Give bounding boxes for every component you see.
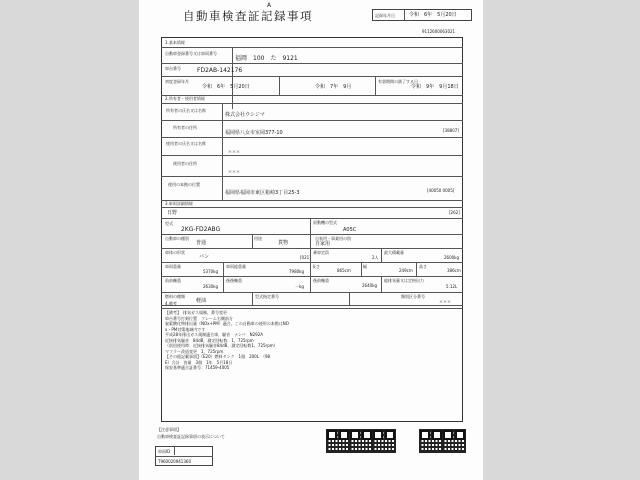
weight-label: 車両重量 [165,264,181,269]
gross-label: 車両総重量 [226,264,246,269]
maker-value: 日野 [167,210,178,216]
front-axle-label: 前前軸重 [165,278,181,283]
owner-addr-code: [38807] [443,128,459,133]
owner-name-value: 株式会社ウシジマ [225,112,265,118]
qr-code-1 [326,429,350,453]
first-reg-month: 令和 7年 9月 [315,84,352,90]
vehicle-id-value: T960020941360 [158,459,191,464]
print-date-label: 記録年月日 [375,13,395,18]
engine-label: 原動機の型式 [313,220,337,225]
mid-axle-value: 2640kg [362,283,378,288]
type-label: 自動車の種別 [165,236,189,241]
user-addr-label: 使用者の住所 [173,161,197,166]
designation-label: 型式指定番号 [255,294,279,299]
body-code: [021] [300,255,311,260]
use-label: 用途 [254,236,262,241]
notes-list [165,311,461,372]
section-basic-title: 1.基本情報 [165,40,185,45]
length-label: 長さ [312,264,320,269]
section-vehicle-title: 3.車両詳細情報 [165,201,193,206]
capacity-label: 乗車定員 [313,250,329,255]
gross-value: 7980kg [289,269,305,274]
document-title: 自動車検査証記録事項 [183,9,313,23]
section-owner-title: 2.所有者・使用者情報 [165,96,205,101]
owner-addr-value: 福岡県八女市室岡377-10 [225,130,283,136]
rear-axle-label: 後後軸重 [226,278,242,283]
note-line: マフラー改造変更 1，725rpm [165,348,224,354]
length-value: 865cm [337,268,351,273]
note-line: 近接排気騒音 84dB，測定回転数 1，725rpm [165,337,254,343]
category-label: 類別区分番号 [401,294,425,299]
header-mark: A [267,2,272,9]
qr-code-4 [419,429,443,453]
qr-code-2 [349,429,373,453]
note-line: E）合計 容量 3個 1年 5月18日 [165,359,233,365]
height-value: 386cm [447,268,461,273]
capacity-value: 2人 [372,255,379,260]
user-name-value: ＊＊＊ [228,149,240,154]
note-line: 【備考】 排気ガス規制、番号変更 [165,310,227,315]
vehicle-id-box [155,446,213,466]
vin-label: 車台番号 [165,66,181,71]
rear-axle-value: －kg [295,284,304,289]
note-line: 平成28年排出ガス規制適合車，騒音 ナンバ N292A [165,332,263,337]
owner-addr-label: 所有者の住所 [173,125,197,130]
section-notes-title: 4.備考 [165,301,177,306]
note-line: x・PM対策地域内です [165,326,206,332]
max-load-value: 2600kg [444,255,460,260]
category-value: ＊＊＊ [439,299,451,304]
height-label: 高さ [419,264,427,269]
private-label: 自家用・事業用の別 [315,236,351,241]
owner-name-label: 所有者の氏名又は名称 [166,108,206,113]
footer-note-title: 【注意事項】 [157,427,181,432]
reg-value: 福岡 100 た 9121 [235,55,298,62]
fuel-label: 燃料の種類 [165,294,185,299]
print-date-box [372,9,472,21]
type-value: 普通 [196,240,207,246]
user-addr-value: ＊＊＊ [228,169,240,174]
weight-value: 5370kg [203,269,219,274]
reg-label: 自動車登録番号又は車両番号 [165,51,217,56]
maker-code: [262] [449,210,460,215]
note-line: （前回使用時：近接排気騒音84dB，測定回転数1，725rpm） [165,343,278,348]
mid-axle-label: 後前軸重 [313,278,329,283]
displacement-label: 総排気量又は定格出力 [384,278,424,283]
note-line: 窒素酸化物排出量（NOx+PM）適合。この自動車の使用の本拠はNO [165,321,289,326]
vehicle-id-label: 車両ID [158,449,171,454]
expiry-label: 有効期間の満了する日 [378,79,418,84]
model-label: 型式 [165,221,173,226]
qr-code-5 [442,429,466,453]
inspection-document [139,0,483,480]
max-load-label: 最大積載量 [384,250,404,255]
model-value: 2KG-FD2ABG [181,226,221,233]
body-label: 車体の形状 [165,250,185,255]
displacement-value: 5.12L [446,284,458,289]
base-value: 福岡県福岡市東区箱崎3丁目25-3 [225,190,300,196]
note-line: 【その他記載事項】（E20）燃料タンク 1個 200L （98 [165,354,271,359]
document-number: 9112600063021 [422,29,456,34]
vin-value: FD2AB-142176 [197,67,243,74]
width-value: 249cm [399,268,413,273]
note-line: 保安基準適合証番号：71459-4005 [165,365,230,370]
base-label: 使用の本拠の位置 [168,182,200,187]
first-reg-value: 令和 6年 5月20日 [202,84,250,90]
base-code: [40050 0005] [427,188,455,193]
expiry-value: 令和 9年 9月18日 [411,84,459,90]
width-label: 幅 [363,264,367,269]
engine-value: A05C [343,227,357,233]
qr-code-3 [372,429,396,453]
print-date-value: 令和 6年 5月20日 [409,12,457,18]
fuel-value: 軽油 [196,298,207,304]
front-axle-value: 2630kg [203,284,219,289]
note-line: 車台番号打刻位置 フレーム右側前方 [165,315,233,321]
first-reg-label: 初度登録年月 [165,79,189,84]
user-name-label: 使用者の氏名又は名称 [166,141,206,146]
body-value: バン [199,254,210,260]
use-value: 貨物 [278,240,289,246]
private-value: 自家用 [315,241,331,247]
footer-note-text: 自動車検査証記録事項の表示について [157,434,225,439]
